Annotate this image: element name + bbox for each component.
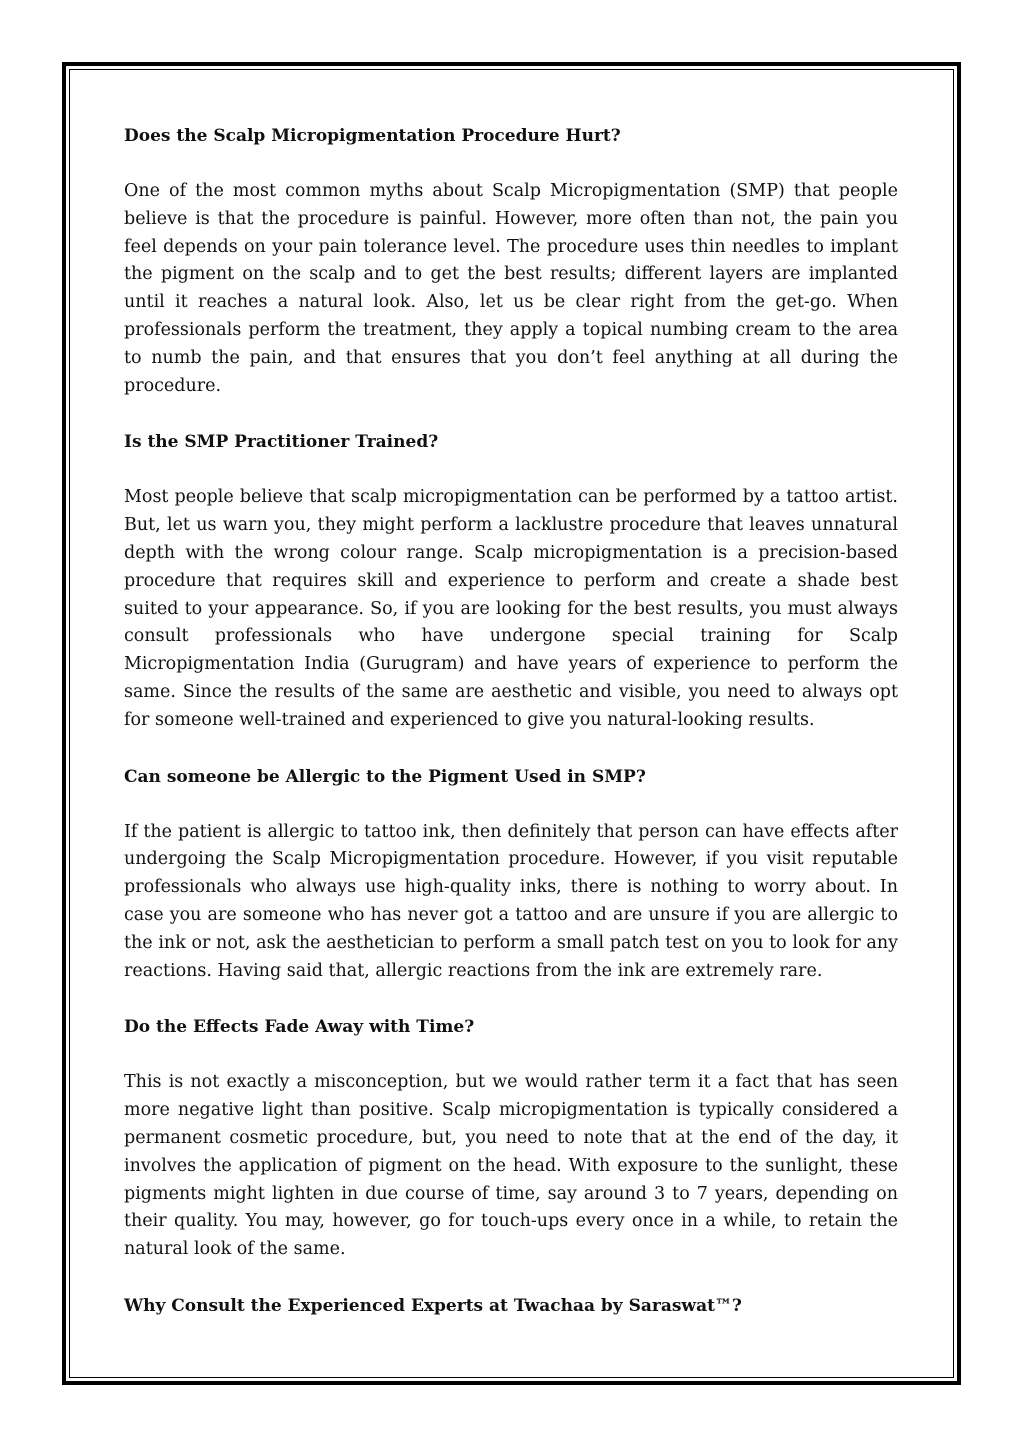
section-heading-practitioner-trained: Is the SMP Practitioner Trained? (124, 432, 439, 453)
document-content (124, 122, 898, 1348)
section-heading-effects-fade: Do the Effects Fade Away with Time? (124, 1017, 475, 1038)
section-heading-pigment-allergy: Can someone be Allergic to the Pigment Used in SMP? (124, 766, 646, 787)
section-body-effects-fade: This is not exactly a misconception, but we would rather term it a fact that has seen more negative light than positive. Scalp micropigmentation is typically considered a permanent cosmetic procedure, but, you need to note that at the end of the day, it involves the application of pigment on the head. With exposure to the sunlight, these pigments might lighten in due course of time, say around 3 to 7 years, depending on their quality. You may, however, go for touch-ups every once in a while, to retain the natural look of the same. (124, 1072, 898, 1260)
section-heading-procedure-hurt: Does the Scalp Micropigmentation Procedure Hurt? (124, 126, 621, 146)
section-body-pigment-allergy: If the patient is allergic to tattoo ink, then definitely that person can have effects after undergoing the Scalp Micropigmentation procedure. However, if you visit reputable professionals who always use high-quality inks, there is nothing to worry about. In case you are someone who has never got a tattoo and are unsure if you are allergic to the ink or not, ask the aesthetician to perform a small patch test on you to look for any reactions. Having said that, allergic reactions from the ink are extremely rare. (124, 821, 898, 981)
closing-heading: Why Consult the Experienced Experts at Twachaa by Saraswat™? (124, 1295, 742, 1316)
section-body-procedure-hurt: One of the most common myths about Scalp Micropigmentation (SMP) that people believe is that the procedure is painful. However, more often than not, the pain you feel depends on your pain tolerance level. The procedure uses thin needles to implant the pigment on the scalp and to get the best results; different layers are implanted until it reaches a natural look. Also, let us be clear right from the get-go. When professionals perform the treatment, they apply a topical numbing cream to the area to numb the pain, and that ensures that you don’t feel anything at all during the procedure. (124, 181, 898, 396)
section-body-practitioner-trained: Most people believe that scalp micropigmentation can be performed by a tattoo artist. But, let us warn you, they might perform a lacklustre procedure that leaves unnatural depth with the wrong colour range. Scalp micropigmentation is a precision-based procedure that requires skill and experience to perform and create a shade best suited to your appearance. So, if you are looking for the best results, you must always consult professionals who have undergone special training for Scalp Micropigmentation India (Gurugram) and have years of experience to perform the same. Since the results of the same are aesthetic and visible, you need to always opt for someone well-trained and experienced to give you natural-looking results. (124, 487, 898, 730)
